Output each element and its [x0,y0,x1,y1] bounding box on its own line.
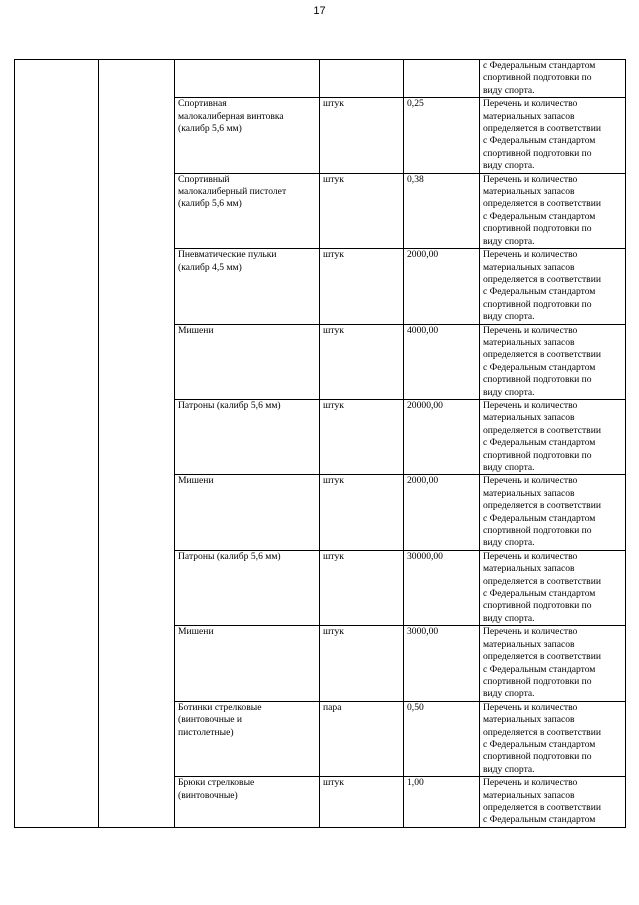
qty-cell [404,60,480,98]
note-line: виду спорта. [483,537,535,549]
item-unit-cell: штук [320,626,404,701]
continuation-row [15,60,626,98]
item-qty-cell: 0,25 [404,98,480,173]
item-unit-cell: штук [320,98,404,173]
note-line: Перечень и количество [483,550,578,562]
item-name-line: Спортивный [178,173,230,185]
item-note-cell [480,550,626,625]
note-line: виду спорта. [483,84,535,96]
note-line: определяется в соответствии [483,726,601,738]
note-line: материальных запасов [483,563,575,575]
note-line: Перечень и количество [483,475,578,487]
item-name-line: (винтовочные) [178,789,238,801]
note-line: материальных запасов [483,789,575,801]
item-qty-cell: 30000,00 [404,550,480,625]
note-line: определяется в соответствии [483,424,601,436]
note-line: Перечень и количество [483,173,578,185]
note-line: виду спорта. [483,160,535,172]
item-name-line: пистолетные) [178,726,234,738]
item-unit-cell: пара [320,701,404,776]
note-line: с Федеральным стандартом [483,814,596,826]
note-line: с Федеральным стандартом [483,738,596,750]
item-unit-cell: штук [320,399,404,474]
item-name-line: Мишени [178,475,214,487]
note-line: с Федеральным стандартом [483,286,596,298]
item-name-cell [175,626,320,701]
note-line: с Федеральным стандартом [483,512,596,524]
note-line: виду спорта. [483,235,535,247]
note-line: Перечень и количество [483,399,578,411]
note-line: спортивной подготовки по [483,751,592,763]
item-unit-cell: штук [320,324,404,399]
page-number: 17 [313,5,326,17]
note-line: спортивной подготовки по [483,525,592,537]
item-note-cell [480,475,626,550]
note-line: определяется в соответствии [483,801,601,813]
note-line: определяется в соответствии [483,651,601,663]
item-unit-cell: штук [320,550,404,625]
note-line: с Федеральным стандартом [483,663,596,675]
note-line: материальных запасов [483,336,575,348]
note-line: спортивной подготовки по [483,449,592,461]
note-line: определяется в соответствии [483,500,601,512]
note-line: спортивной подготовки по [483,147,592,159]
item-unit-cell: штук [320,777,404,828]
item-note-cell [480,324,626,399]
note-cell [480,60,626,98]
item-name-cell [175,399,320,474]
note-line: виду спорта. [483,688,535,700]
item-name-line: Брюки стрелковые [178,777,255,789]
name-cell [175,60,320,98]
note-line: спортивной подготовки по [483,600,592,612]
item-name-cell [175,98,320,173]
item-name-line: Патроны (калибр 5,6 мм) [178,550,281,562]
note-line: определяется в соответствии [483,349,601,361]
note-line: спортивной подготовки по [483,298,592,310]
item-unit-cell: штук [320,249,404,324]
note-line: Перечень и количество [483,324,578,336]
item-note-cell [480,777,626,828]
item-note-cell [480,701,626,776]
note-line: материальных запасов [483,412,575,424]
note-line: спортивной подготовки по [483,72,592,84]
note-line: виду спорта. [483,311,535,323]
note-line: с Федеральным стандартом [483,361,596,373]
item-name-cell [175,173,320,248]
note-line: спортивной подготовки по [483,374,592,386]
item-qty-cell: 2000,00 [404,249,480,324]
note-line: определяется в соответствии [483,273,601,285]
note-line: Перечень и количество [483,249,578,261]
note-line: спортивной подготовки по [483,675,592,687]
note-line: виду спорта. [483,462,535,473]
note-line: с Федеральным стандартом [483,210,596,222]
item-qty-cell: 0,50 [404,701,480,776]
note-line: материальных запасов [483,714,575,726]
item-qty-cell: 3000,00 [404,626,480,701]
empty-cell-col1 [15,60,99,828]
note-line: определяется в соответствии [483,123,601,135]
note-line: Перечень и количество [483,98,578,110]
item-name-cell [175,475,320,550]
note-line: материальных запасов [483,487,575,499]
note-line: виду спорта. [483,612,535,624]
item-name-line: Спортивная [178,98,227,110]
item-name-cell [175,701,320,776]
item-name-line: Пневматические пульки [178,249,277,261]
note-line: спортивной подготовки по [483,223,592,235]
note-line: с Федеральным стандартом [483,60,596,71]
note-line: с Федеральным стандартом [483,588,596,600]
item-unit-cell: штук [320,475,404,550]
item-name-cell [175,324,320,399]
item-note-cell [480,399,626,474]
item-name-line: (калибр 5,6 мм) [178,198,242,210]
item-name-cell [175,550,320,625]
item-qty-cell: 4000,00 [404,324,480,399]
note-line: Перечень и количество [483,701,578,713]
note-line: определяется в соответствии [483,575,601,587]
note-line: виду спорта. [483,763,535,775]
unit-cell [320,60,404,98]
item-name-line: (винтовочные и [178,714,243,726]
empty-cell-col2 [99,60,175,828]
item-name-cell [175,249,320,324]
note-line: с Федеральным стандартом [483,135,596,147]
item-note-cell [480,249,626,324]
note-line: Перечень и количество [483,626,578,638]
item-name-line: (калибр 4,5 мм) [178,261,242,273]
note-line: виду спорта. [483,386,535,398]
item-name-line: малокалиберный пистолет [178,186,287,198]
item-qty-cell: 20000,00 [404,399,480,474]
equipment-table [14,59,626,828]
note-line: материальных запасов [483,186,575,198]
item-note-cell [480,626,626,701]
item-name-line: Мишени [178,626,214,638]
note-line: с Федеральным стандартом [483,437,596,449]
note-line: материальных запасов [483,638,575,650]
item-note-cell [480,173,626,248]
note-line: материальных запасов [483,110,575,122]
item-name-cell [175,777,320,828]
note-line: определяется в соответствии [483,198,601,210]
item-qty-cell: 2000,00 [404,475,480,550]
note-line: Перечень и количество [483,777,578,789]
item-name-line: (калибр 5,6 мм) [178,123,242,135]
item-name-line: Патроны (калибр 5,6 мм) [178,399,281,411]
note-line: материальных запасов [483,261,575,273]
item-name-line: Мишени [178,324,214,336]
table-body [15,60,626,828]
item-unit-cell: штук [320,173,404,248]
item-name-line: малокалиберная винтовка [178,110,284,122]
item-qty-cell: 0,38 [404,173,480,248]
item-note-cell [480,98,626,173]
item-qty-cell: 1,00 [404,777,480,828]
item-name-line: Ботинки стрелковые [178,701,262,713]
